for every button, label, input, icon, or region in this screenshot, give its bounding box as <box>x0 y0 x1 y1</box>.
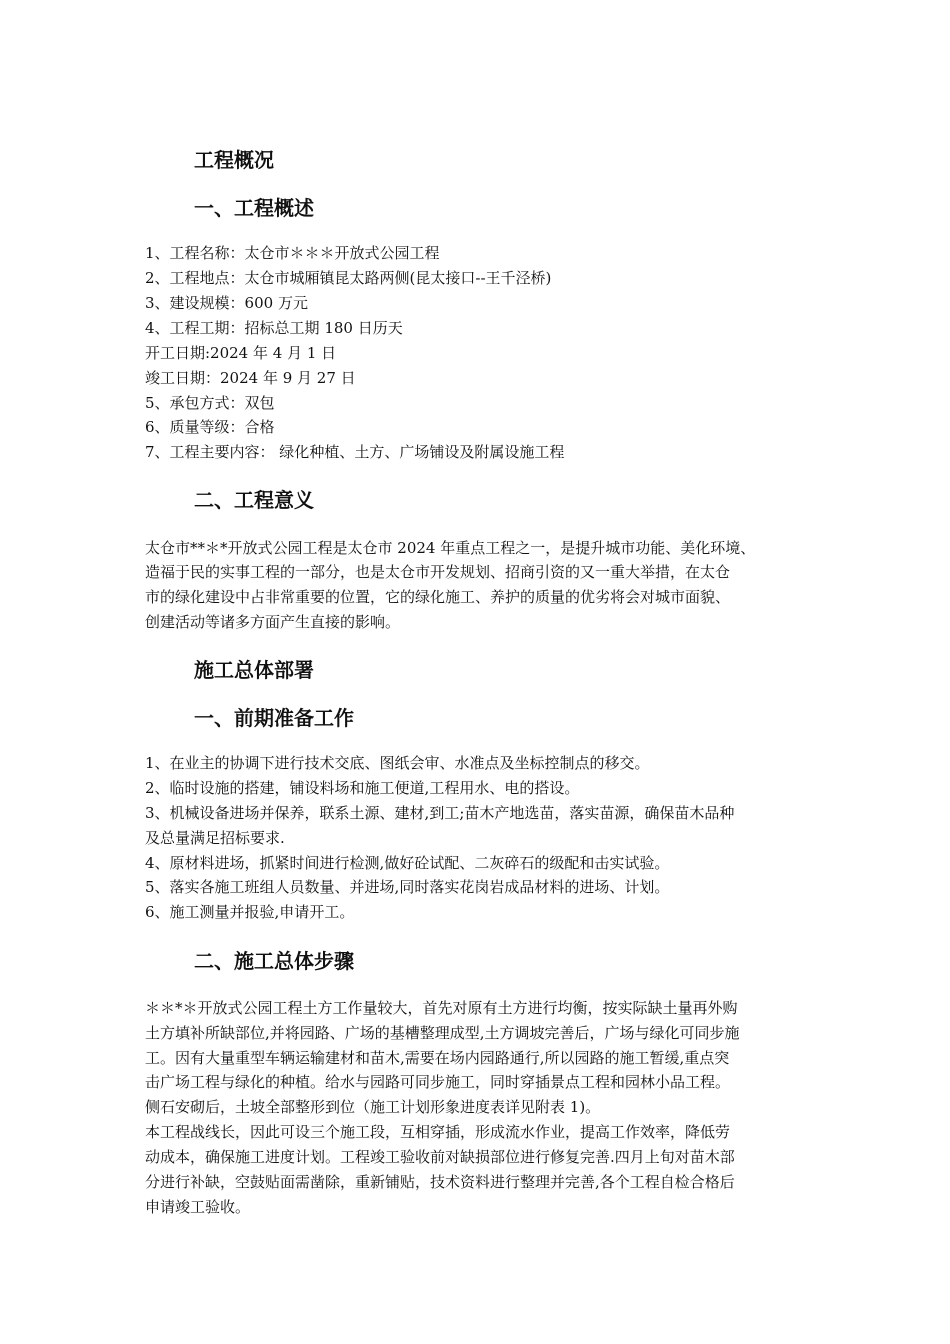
steps-line: 动成本，确保施工进度计划。工程竣工验收前对缺损部位进行修复完善.四月上旬对苗木部 <box>145 1148 735 1166</box>
significance-line: 造福于民的实事工程的一部分，也是太仓市开发规划、招商引资的又一重大举措，在太仓 <box>145 563 731 581</box>
steps-line: 申请竣工验收。 <box>145 1198 251 1216</box>
section-heading-preparation: 一、前期准备工作 <box>194 706 354 730</box>
overview-line: 开工日期:2024 年 4 月 1 日 <box>145 344 337 362</box>
overview-line: 5、承包方式：双包 <box>145 394 275 412</box>
significance-line: 太仓市**＊*开放式公园工程是太仓市 2024 年重点工程之一，是提升城市功能、美化环境、 <box>145 539 756 557</box>
preparation-line: 及总量满足招标要求. <box>145 829 285 847</box>
overview-line: 竣工日期：2024 年 9 月 27 日 <box>145 369 356 387</box>
section-heading-steps: 二、施工总体步骤 <box>194 949 354 973</box>
overview-line: 4、工程工期：招标总工期 180 日历天 <box>145 319 403 337</box>
overview-line: 1、工程名称：太仓市＊＊＊开放式公园工程 <box>145 244 440 262</box>
document-title: 工程概况 <box>194 148 274 172</box>
overview-line: 6、质量等级：合格 <box>145 418 275 436</box>
section-heading-overview: 一、工程概述 <box>194 196 314 220</box>
overview-line: 3、建设规模：600 万元 <box>145 294 308 312</box>
preparation-line: 2、临时设施的搭建，铺设料场和施工便道,工程用水、电的搭设。 <box>145 779 580 797</box>
steps-line: 分进行补缺，空鼓贴面需凿除，重新铺贴，技术资料进行整理并完善,各个工程自检合格后 <box>145 1173 735 1191</box>
preparation-line: 1、在业主的协调下进行技术交底、图纸会审、水准点及坐标控制点的移交。 <box>145 754 650 772</box>
significance-line: 创建活动等诸多方面产生直接的影响。 <box>145 613 401 631</box>
steps-line: 土方填补所缺部位,并将园路、广场的基槽整理成型,土方调坡完善后，广场与绿化可同步施 <box>145 1024 740 1042</box>
overview-line: 7、工程主要内容： 绿化种植、土方、广场铺设及附属设施工程 <box>145 443 565 461</box>
steps-line: 击广场工程与绿化的种植。给水与园路可同步施工，同时穿插景点工程和园林小品工程。 <box>145 1073 731 1091</box>
preparation-line: 3、机械设备进场并保养，联系土源、建材,到工;苗木产地选苗，落实苗源，确保苗木品种 <box>145 804 735 822</box>
preparation-line: 4、原材料进场，抓紧时间进行检测,做好砼试配、二灰碎石的级配和击实试验。 <box>145 854 670 872</box>
preparation-line: 6、施工测量并报验,申请开工。 <box>145 903 355 921</box>
overview-line: 2、工程地点：太仓市城厢镇昆太路两侧(昆太接口--王千泾桥) <box>145 269 552 287</box>
significance-line: 市的绿化建设中占非常重要的位置，它的绿化施工、养护的质量的优劣将会对城市面貌、 <box>145 588 731 606</box>
preparation-line: 5、落实各施工班组人员数量、并进场,同时落实花岗岩成品材料的进场、计划。 <box>145 878 670 896</box>
part-title-deployment: 施工总体部署 <box>194 658 314 682</box>
steps-line: 侧石安砌后，土坡全部整形到位（施工计划形象进度表详见附表 1)。 <box>145 1098 601 1116</box>
section-heading-significance: 二、工程意义 <box>194 488 314 512</box>
steps-line: 本工程战线长，因此可设三个施工段，互相穿插，形成流水作业，提高工作效率，降低劳 <box>145 1123 731 1141</box>
steps-line: 工。因有大量重型车辆运输建材和苗木,需要在场内园路通行,所以园路的施工暂缓,重点突 <box>145 1049 730 1067</box>
steps-line: ＊＊*＊开放式公园工程土方工作量较大，首先对原有土方进行均衡，按实际缺土量再外购 <box>145 999 738 1017</box>
